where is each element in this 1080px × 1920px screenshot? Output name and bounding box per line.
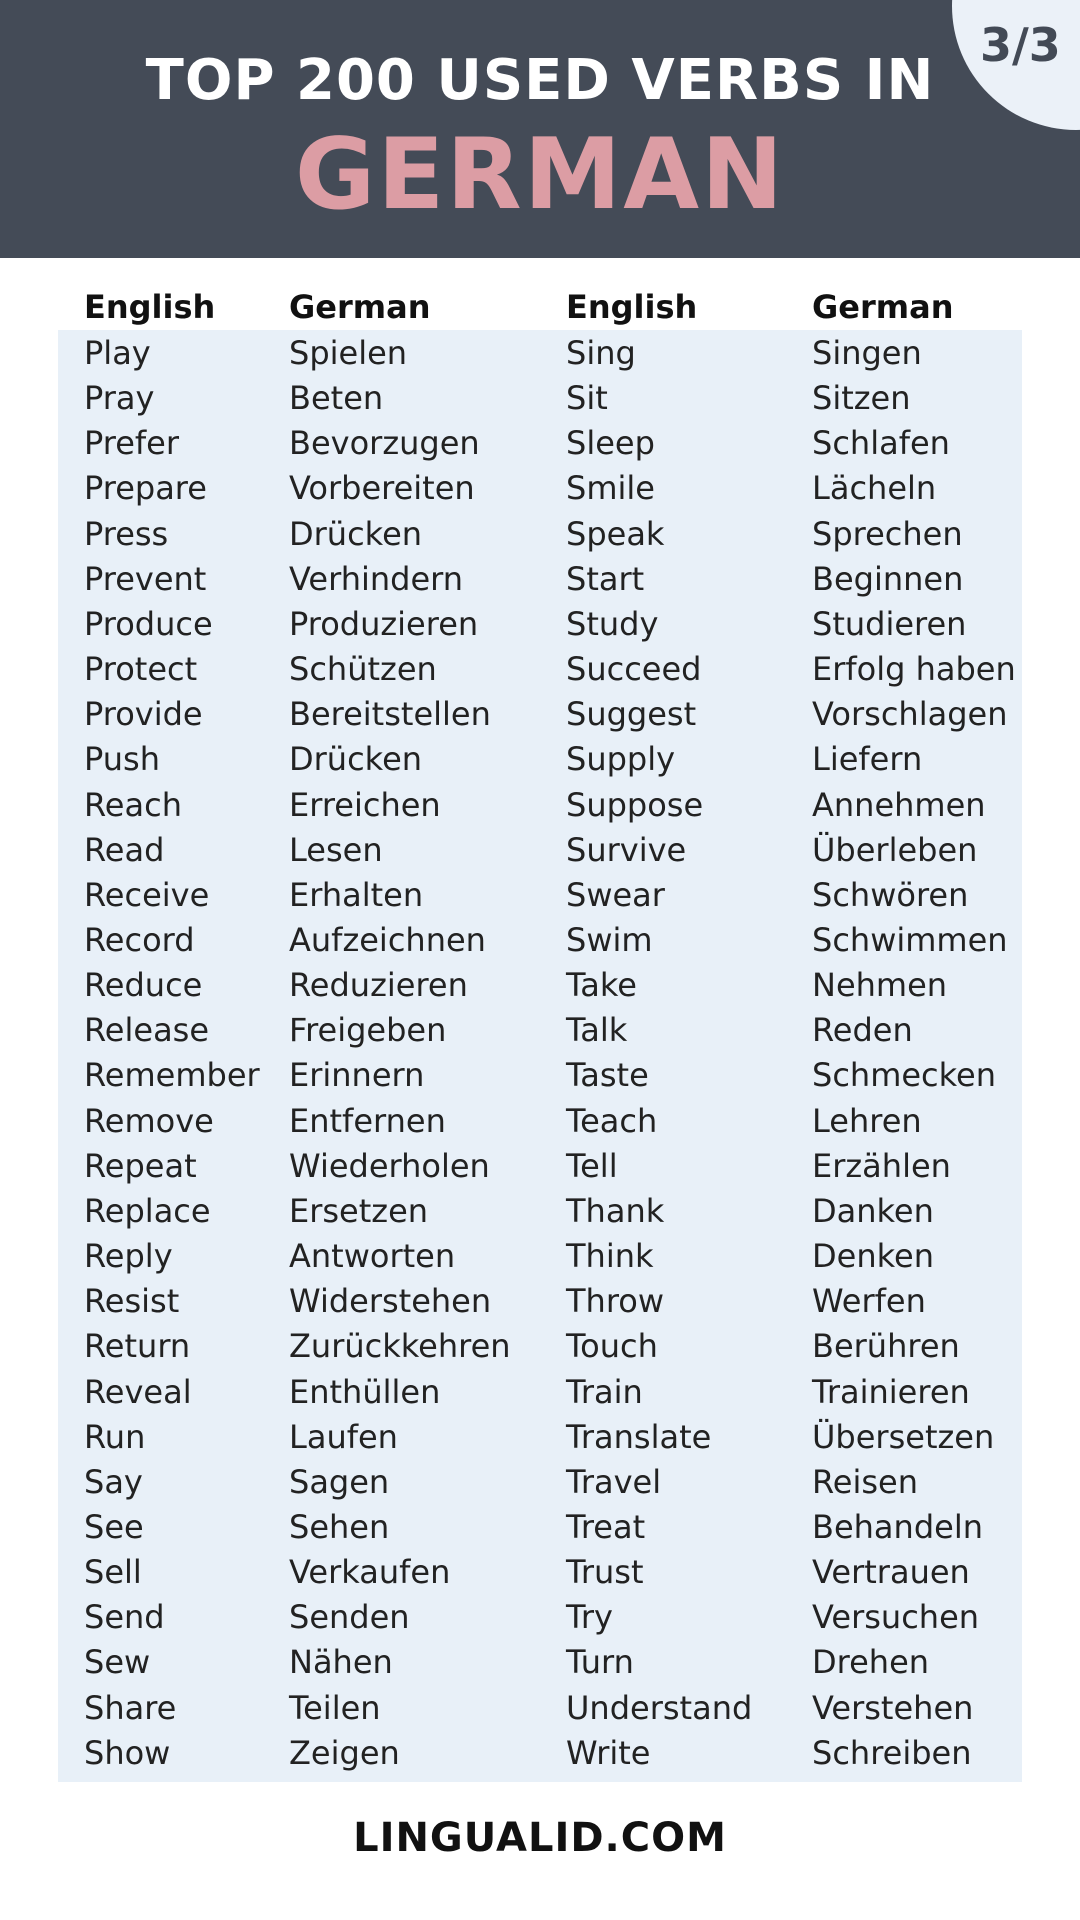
german-verb-cell: Verkaufen	[289, 1553, 451, 1591]
english-verb-cell: Write	[566, 1733, 651, 1772]
german-verb-cell: Nehmen	[812, 966, 948, 1005]
english-verb-cell: Throw	[566, 1282, 665, 1321]
german-verb-cell: Reduzieren	[289, 966, 468, 1005]
german-verb-cell: Reden	[812, 1011, 913, 1050]
english-verb-cell: Survive	[566, 830, 687, 869]
german-verb-cell: Bereitstellen	[289, 695, 491, 734]
german-verb-cell: Erinnern	[289, 1056, 425, 1095]
english-verb-cell: Provide	[84, 695, 203, 734]
english-verb-cell: Prevent	[84, 559, 207, 598]
german-verb-cell: Widerstehen	[289, 1282, 492, 1321]
english-verb-cell: Prepare	[84, 469, 207, 508]
english-verb-cell: Protect	[84, 650, 198, 688]
german-verb-cell: Spielen	[289, 334, 408, 372]
column-header-english-1: English	[84, 288, 216, 326]
english-verb-cell: Sleep	[566, 424, 655, 463]
german-verb-cell: Sprechen	[812, 514, 963, 553]
german-verb-cell: Beten	[289, 379, 384, 418]
german-verb-cell: Schlafen	[812, 424, 950, 463]
english-verb-cell: Sit	[566, 379, 608, 418]
english-verb-cell: Speak	[566, 514, 665, 553]
english-verb-cell: Translate	[566, 1417, 712, 1456]
english-verb-cell: Repeat	[84, 1146, 197, 1185]
english-verb-cell: Teach	[566, 1101, 658, 1140]
german-verb-cell: Sitzen	[812, 379, 911, 418]
german-verb-cell: Verstehen	[812, 1688, 974, 1727]
german-verb-cell: Laufen	[289, 1417, 398, 1456]
english-verb-cell: Replace	[84, 1191, 211, 1230]
english-verb-cell: Sell	[84, 1553, 142, 1591]
page-indicator: 3/3	[980, 18, 1061, 72]
english-verb-cell: Thank	[566, 1191, 665, 1230]
german-verb-cell: Senden	[289, 1598, 410, 1637]
english-verb-cell: Turn	[566, 1643, 634, 1682]
english-verb-cell: Talk	[566, 1011, 628, 1050]
german-verb-cell: Drehen	[812, 1643, 930, 1682]
german-verb-cell: Enthüllen	[289, 1372, 441, 1411]
english-verb-cell: Travel	[566, 1462, 662, 1501]
german-verb-cell: Vorbereiten	[289, 469, 475, 508]
german-verb-cell: Behandeln	[812, 1507, 983, 1546]
english-verb-cell: Remember	[84, 1056, 260, 1095]
german-verb-cell: Schützen	[289, 650, 437, 688]
german-verb-cell: Studieren	[812, 604, 967, 643]
title-line-1: TOP 200 USED VERBS IN	[145, 48, 935, 113]
english-verb-cell: Reply	[84, 1237, 173, 1275]
german-verb-cell: Übersetzen	[812, 1417, 995, 1456]
english-verb-cell: Reach	[84, 785, 182, 824]
german-verb-cell: Verhindern	[289, 559, 464, 598]
german-verb-cell: Werfen	[812, 1282, 926, 1321]
english-verb-cell: Share	[84, 1688, 177, 1727]
english-verb-cell: Succeed	[566, 650, 702, 688]
english-verb-cell: Run	[84, 1417, 146, 1456]
german-verb-cell: Zurückkehren	[289, 1327, 511, 1366]
german-verb-cell: Versuchen	[812, 1598, 980, 1637]
german-verb-cell: Drücken	[289, 740, 423, 779]
english-verb-cell: Touch	[566, 1327, 658, 1366]
german-verb-cell: Trainieren	[812, 1372, 970, 1411]
title-line-2: GERMAN	[294, 118, 786, 232]
english-verb-cell: Sew	[84, 1643, 151, 1682]
english-verb-cell: Try	[566, 1598, 613, 1637]
german-verb-cell: Wiederholen	[289, 1146, 490, 1185]
german-verb-cell: Lächeln	[812, 469, 937, 508]
english-verb-cell: Swim	[566, 920, 653, 959]
english-verb-cell: Produce	[84, 604, 213, 643]
english-verb-cell: Tell	[566, 1146, 618, 1185]
german-verb-cell: Liefern	[812, 740, 923, 779]
german-verb-cell: Zeigen	[289, 1733, 400, 1772]
english-verb-cell: Release	[84, 1011, 210, 1050]
german-verb-cell: Drücken	[289, 514, 423, 553]
english-verb-cell: Push	[84, 740, 160, 779]
german-verb-cell: Annehmen	[812, 785, 986, 824]
english-verb-cell: Trust	[566, 1553, 644, 1591]
german-verb-cell: Berühren	[812, 1327, 960, 1366]
english-verb-cell: Swear	[566, 875, 665, 914]
english-verb-cell: Taste	[566, 1056, 649, 1095]
english-verb-cell: Understand	[566, 1688, 753, 1727]
german-verb-cell: Erzählen	[812, 1146, 951, 1185]
header-banner	[0, 0, 1080, 258]
german-verb-cell: Erhalten	[289, 875, 424, 914]
english-verb-cell: Read	[84, 830, 165, 869]
german-verb-cell: Aufzeichnen	[289, 920, 486, 959]
german-verb-cell: Schwimmen	[812, 920, 1008, 959]
english-verb-cell: Pray	[84, 379, 155, 418]
column-header-english-2: English	[566, 288, 698, 326]
german-verb-cell: Denken	[812, 1237, 934, 1275]
english-verb-cell: Suppose	[566, 785, 704, 824]
english-verb-cell: Say	[84, 1462, 143, 1501]
german-verb-cell: Schreiben	[812, 1733, 972, 1772]
english-verb-cell: Press	[84, 514, 169, 553]
german-verb-cell: Entfernen	[289, 1101, 446, 1140]
english-verb-cell: Think	[566, 1237, 654, 1275]
footer-site: LINGUALID.COM	[353, 1815, 727, 1861]
english-verb-cell: Treat	[566, 1507, 646, 1546]
german-verb-cell: Schwören	[812, 875, 969, 914]
german-verb-cell: Vertrauen	[812, 1553, 970, 1591]
english-verb-cell: Record	[84, 920, 195, 959]
german-verb-cell: Schmecken	[812, 1056, 996, 1095]
german-verb-cell: Teilen	[289, 1688, 381, 1727]
english-verb-cell: See	[84, 1507, 144, 1546]
german-verb-cell: Reisen	[812, 1462, 919, 1501]
column-header-german-2: German	[812, 288, 954, 326]
column-header-german-1: German	[289, 288, 431, 326]
german-verb-cell: Nähen	[289, 1643, 393, 1682]
english-verb-cell: Supply	[566, 740, 676, 779]
english-verb-cell: Reveal	[84, 1372, 192, 1411]
german-verb-cell: Überleben	[812, 830, 978, 869]
english-verb-cell: Take	[566, 966, 637, 1005]
german-verb-cell: Singen	[812, 334, 922, 372]
german-verb-cell: Produzieren	[289, 604, 479, 643]
english-verb-cell: Start	[566, 559, 645, 598]
english-verb-cell: Train	[566, 1372, 643, 1411]
english-verb-cell: Return	[84, 1327, 191, 1366]
english-verb-cell: Study	[566, 604, 659, 643]
german-verb-cell: Lehren	[812, 1101, 922, 1140]
german-verb-cell: Danken	[812, 1191, 934, 1230]
english-verb-cell: Prefer	[84, 424, 179, 463]
english-verb-cell: Show	[84, 1733, 171, 1772]
german-verb-cell: Freigeben	[289, 1011, 447, 1050]
german-verb-cell: Erreichen	[289, 785, 441, 824]
english-verb-cell: Reduce	[84, 966, 203, 1005]
german-verb-cell: Vorschlagen	[812, 695, 1008, 734]
german-verb-cell: Erfolg haben	[812, 650, 1016, 688]
english-verb-cell: Resist	[84, 1282, 180, 1321]
english-verb-cell: Receive	[84, 875, 210, 914]
german-verb-cell: Lesen	[289, 830, 383, 869]
german-verb-cell: Antworten	[289, 1237, 456, 1275]
german-verb-cell: Bevorzugen	[289, 424, 480, 463]
german-verb-cell: Sagen	[289, 1462, 390, 1501]
german-verb-cell: Sehen	[289, 1507, 390, 1546]
german-verb-cell: Beginnen	[812, 559, 964, 598]
english-verb-cell: Play	[84, 334, 151, 372]
english-verb-cell: Sing	[566, 334, 636, 372]
english-verb-cell: Send	[84, 1598, 165, 1637]
english-verb-cell: Remove	[84, 1101, 214, 1140]
english-verb-cell: Suggest	[566, 695, 697, 734]
german-verb-cell: Ersetzen	[289, 1191, 429, 1230]
english-verb-cell: Smile	[566, 469, 655, 508]
